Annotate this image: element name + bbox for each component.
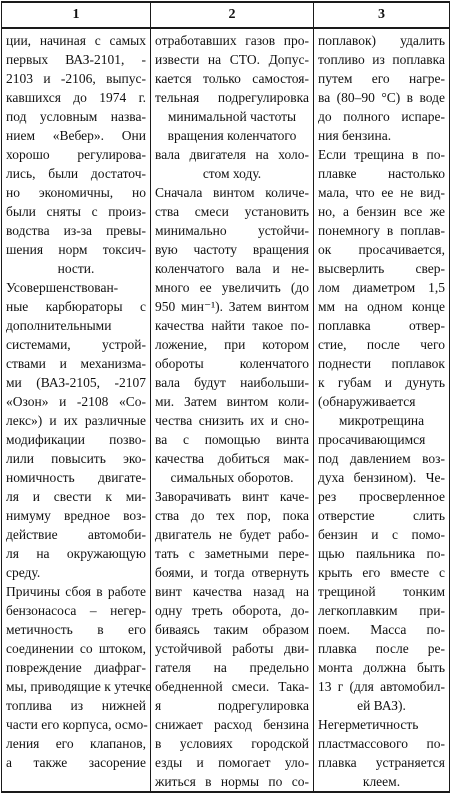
text-line: системами, устрой- (6, 337, 146, 352)
text-line: минимально устойчи- (155, 223, 309, 238)
text-line: понемногу в поплав- (318, 223, 445, 238)
text-line: но, а бензин все же (318, 204, 445, 219)
text-line: нием «Вебер». Они (6, 128, 146, 143)
column-2-cell (151, 28, 314, 792)
text-line: мм на одном конце (318, 299, 445, 314)
text-line: монта должна быть (318, 660, 445, 675)
text-line: хорошо регулирова- (6, 147, 146, 162)
text-line: тать с заметными пере- (155, 546, 309, 561)
text-line: а также засорение (6, 755, 146, 770)
text-line: к губам и дунуть (318, 375, 445, 390)
text-line: (обнаруживается (318, 394, 416, 409)
text-line: ства смеси установить (155, 204, 309, 219)
text-line: стие, после чего (318, 337, 445, 352)
text-line: топлива из нижней (6, 698, 146, 713)
text-line: ложение, при котором (155, 337, 309, 352)
text-line: микротрещина (338, 413, 425, 428)
text-line: одну треть оборота, до- (155, 603, 309, 618)
text-line: под условным назва- (6, 109, 146, 124)
column-header-2: 2 (151, 2, 314, 28)
text-line: ции, начиная с самых (6, 33, 146, 48)
text-line: лили повысить эко- (6, 451, 146, 466)
text-line: лись, были достаточ- (6, 166, 146, 181)
text-line: клеем. (362, 774, 401, 789)
text-line: Если трещина в по- (318, 147, 445, 162)
text-line: ок просачивается, (318, 242, 445, 257)
text-line: чества снизить их и сно- (155, 413, 309, 428)
text-line: извести на СТО. Допус- (155, 52, 309, 67)
text-line: дополнительными (6, 318, 112, 333)
text-line: в условиях городской (155, 736, 309, 751)
text-line: ния бензина. (318, 128, 392, 143)
text-line: боями, и тогда отвернуть (155, 565, 309, 580)
text-line: Сначала винтом количе- (155, 185, 309, 200)
paragraph (155, 31, 309, 183)
text-line: были сняты с произ- (6, 204, 146, 219)
text-line: первых ВАЗ-2101, - (6, 52, 146, 67)
text-line: крыть его вместе с (318, 565, 445, 580)
text-line: плавка устраняется (318, 755, 445, 770)
text-line: метичность в его (6, 622, 146, 637)
text-line: пластмассового по- (318, 736, 445, 751)
text-line: трещиной тонким (318, 584, 445, 599)
text-line: части его корпуса, осмо- (6, 717, 148, 732)
text-line: снижает расход бензина (155, 717, 309, 732)
text-line: качества найти такое по- (155, 318, 309, 333)
column-header-1: 1 (2, 2, 151, 28)
text-line: устойчивой работы дви- (155, 641, 309, 656)
text-line: легкоплавким при- (318, 603, 445, 618)
text-line: ления его клапанов, (6, 736, 146, 751)
text-line: я подрегулировка (155, 698, 309, 713)
text-line: Заворачивать винт каче- (155, 489, 309, 504)
text-line: качества добиться мак- (155, 451, 309, 466)
text-line: ности. (57, 261, 95, 276)
text-line: до полного испаре- (318, 109, 445, 124)
text-line: ствами и механизма- (6, 356, 146, 371)
text-line: лом диаметром 1,5 (318, 280, 445, 295)
text-line: двигатель не будет рабо- (155, 527, 309, 542)
paragraph (6, 31, 146, 278)
text-line: плавке настолько (318, 166, 445, 181)
text-line: духа бензином). Че- (318, 470, 445, 485)
text-line: езды и помогает уло- (155, 755, 309, 770)
text-line: отработавших газов про- (155, 33, 309, 48)
text-line: лекс») и их различные (6, 413, 146, 428)
text-line: ей ВАЗ). (357, 698, 406, 713)
paragraph (318, 145, 445, 715)
text-line: вала будут наибольши- (155, 375, 309, 390)
text-line: соединении со штоком, (6, 641, 146, 656)
text-line: ства до тех пор, пока (155, 508, 309, 523)
text-line: кавшихся до 1974 г. (6, 90, 146, 105)
text-line: среду. (6, 565, 41, 580)
paragraph (318, 31, 445, 145)
text-line: обороты коленчатого (155, 356, 309, 371)
paragraph (6, 278, 146, 582)
text-line: ля на окружающую (6, 546, 146, 561)
text-line: но экономичны, но (6, 185, 146, 200)
text-line: мы, приводящие к утечке (6, 679, 152, 694)
paragraph (155, 183, 309, 791)
text-line: просачивающимся (318, 432, 426, 447)
text-line: минимальной частоты (167, 109, 297, 124)
text-line: рез просверленное (318, 489, 445, 504)
text-line: биваясь таким образом (155, 622, 309, 637)
text-line: поем. Масса по- (318, 622, 445, 637)
text-line: 2103 и -2106, выпус- (6, 71, 146, 86)
text-line: модификации позво- (6, 432, 146, 447)
text-line: ля и свести к ми- (6, 489, 146, 504)
text-line: Усовершенствован- (6, 280, 119, 295)
paragraph (6, 582, 152, 772)
column-3-cell (314, 28, 450, 792)
text-line: Причины сбоя в работе (6, 584, 146, 599)
text-line: номичность двигате- (6, 470, 146, 485)
text-line: отверстие слить (318, 508, 445, 523)
text-line: житься в нормы по со- (155, 774, 309, 789)
text-line: шения норм токсич- (6, 242, 146, 257)
text-line: ми (ВАЗ-2105, -2107 (6, 375, 146, 390)
text-line: под давлением воз- (318, 451, 445, 466)
text-line: стом ходу. (202, 166, 262, 181)
text-line: «Озон» и -2108 «Со- (6, 394, 146, 409)
table-header-row (2, 2, 450, 28)
column-header-3: 3 (314, 2, 450, 28)
text-line: повреждение диафраг- (6, 660, 146, 675)
text-line: ные карбюраторы с (6, 299, 146, 314)
text-line: коленчатого вала и не- (155, 261, 309, 276)
text-line: поплавка отвер- (318, 318, 445, 333)
text-line: Негерметичность (318, 717, 419, 732)
text-line: поднести поплавок (318, 356, 445, 371)
text-line: обедненной смеси. Така- (155, 679, 309, 694)
table-body-row (2, 28, 450, 792)
document-table (1, 1, 450, 793)
text-line: кается только самостоя- (155, 71, 309, 86)
text-line: тельная подрегулировка (155, 90, 309, 105)
text-line: путем его нагре- (318, 71, 445, 86)
text-line: 950 мин⁻¹). Затем винтом (155, 299, 309, 314)
text-line: поплавок) удалить (318, 33, 445, 48)
text-line: много ее увеличить (до (155, 280, 309, 295)
text-line: действие автомоби- (6, 527, 146, 542)
column-1-cell (2, 28, 151, 792)
text-line: высверлить свер- (318, 261, 445, 276)
text-line: ми. Затем винтом коли- (155, 394, 309, 409)
text-line: бензин и с помо- (318, 527, 445, 542)
text-line: симальных оборотов. (170, 470, 294, 485)
text-line: ва с помощью винта (155, 432, 309, 447)
text-line: водства из-за превы- (6, 223, 146, 238)
text-line: вала двигателя на холо- (155, 147, 309, 162)
text-line: бензонасоса – негер- (6, 603, 146, 618)
text-line: нимуму вредное воз- (6, 508, 146, 523)
text-line: гателя на предельно (155, 660, 309, 675)
text-line: винт качества назад на (155, 584, 309, 599)
text-line: ва (80–90 °С) в воде (318, 90, 445, 105)
text-line: топливо из поплавка (318, 52, 445, 67)
text-line: плавка после ре- (318, 641, 445, 656)
text-line: мала, что ее не вид- (318, 185, 445, 200)
text-line: вращения коленчатого (167, 128, 297, 143)
text-line: 13 г (для автомобил- (318, 679, 445, 694)
text-line: вую частоту вращения (155, 242, 309, 257)
text-line: щью паяльника по- (318, 546, 445, 561)
paragraph (318, 715, 445, 791)
